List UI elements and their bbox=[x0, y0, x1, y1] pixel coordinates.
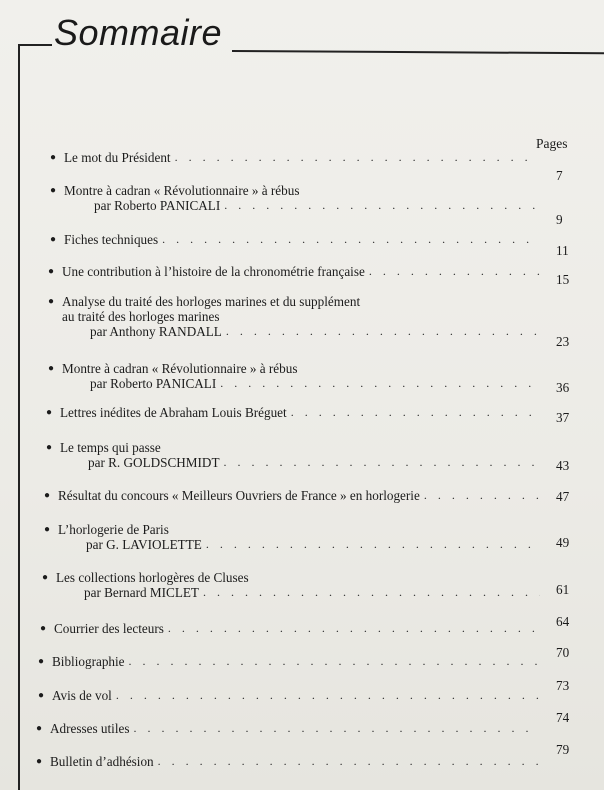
entry-title: Lettres inédites de Abraham Louis Bréguet bbox=[60, 405, 287, 420]
toc-entry[interactable] bbox=[50, 150, 542, 165]
entry-title: Avis de vol bbox=[52, 688, 112, 703]
entry-title: Bibliographie bbox=[52, 654, 125, 669]
toc-entry[interactable] bbox=[48, 361, 544, 391]
leader-dots bbox=[203, 585, 540, 600]
leader-dots bbox=[224, 455, 540, 470]
entry-title: Le mot du Président bbox=[64, 150, 171, 165]
entry-title: Montre à cadran « Révolutionnaire » à rébus bbox=[64, 183, 300, 198]
entry-page-number: 23 bbox=[556, 334, 570, 349]
entry-page-number: 70 bbox=[556, 645, 570, 660]
leader-dots bbox=[220, 376, 540, 391]
frame-top-rule-right bbox=[232, 50, 604, 54]
toc-entry[interactable] bbox=[38, 688, 544, 703]
toc-entry[interactable] bbox=[48, 264, 544, 279]
bullet-icon: ● bbox=[50, 185, 57, 196]
bullet-icon: ● bbox=[44, 524, 51, 535]
leader-dots bbox=[175, 150, 538, 165]
frame-top-rule-left bbox=[18, 44, 52, 46]
entry-page-number: 15 bbox=[556, 272, 570, 287]
leader-dots bbox=[224, 198, 538, 213]
leader-dots bbox=[168, 621, 540, 636]
entry-title: Les collections horlogères de Cluses bbox=[56, 570, 249, 585]
entry-page-number: 36 bbox=[556, 380, 570, 395]
bullet-icon: ● bbox=[38, 690, 45, 701]
entry-page-number: 64 bbox=[556, 614, 570, 629]
entry-page-number: 73 bbox=[556, 678, 570, 693]
entry-page-number: 49 bbox=[556, 535, 570, 550]
entry-page-number: 11 bbox=[556, 243, 569, 258]
entry-title: Une contribution à l’histoire de la chronométrie française bbox=[62, 264, 365, 279]
entry-title-cont: au traité des horloges marines bbox=[62, 309, 220, 324]
entry-title: Courrier des lecteurs bbox=[54, 621, 164, 636]
entry-author: par Bernard MICLET bbox=[84, 585, 199, 600]
toc-entry[interactable] bbox=[42, 570, 544, 600]
bullet-icon: ● bbox=[48, 363, 55, 374]
bullet-icon: ● bbox=[40, 623, 47, 634]
toc-entry[interactable] bbox=[36, 721, 544, 736]
bullet-icon: ● bbox=[38, 656, 45, 667]
entry-title: Fiches techniques bbox=[64, 232, 159, 247]
leader-dots bbox=[162, 232, 538, 247]
entry-page-number: 47 bbox=[556, 489, 570, 504]
bullet-icon: ● bbox=[46, 442, 53, 453]
toc-entry[interactable] bbox=[46, 440, 544, 470]
entry-page-number: 74 bbox=[556, 710, 570, 725]
entry-title: Le temps qui passe bbox=[60, 440, 161, 455]
leader-dots bbox=[116, 688, 540, 703]
leader-dots bbox=[158, 754, 540, 769]
toc-entry[interactable] bbox=[44, 488, 544, 503]
toc-entry[interactable] bbox=[50, 232, 542, 247]
toc-entry[interactable] bbox=[36, 754, 544, 769]
bullet-icon: ● bbox=[36, 756, 43, 767]
leader-dots bbox=[129, 654, 540, 669]
bullet-icon: ● bbox=[48, 266, 55, 277]
entry-title: Résultat du concours « Meilleurs Ouvriers de France » en horlogerie bbox=[58, 488, 420, 503]
entry-author: par R. GOLDSCHMIDT bbox=[88, 455, 220, 470]
entry-page-number: 9 bbox=[556, 212, 563, 227]
entry-author: par Roberto PANICALI bbox=[94, 198, 221, 213]
leader-dots bbox=[226, 324, 540, 339]
bullet-icon: ● bbox=[42, 572, 49, 583]
toc-entry[interactable] bbox=[48, 294, 544, 339]
toc-entry[interactable] bbox=[44, 522, 544, 552]
entry-author: par G. LAVIOLETTE bbox=[86, 537, 202, 552]
entry-author: par Anthony RANDALL bbox=[90, 324, 222, 339]
bullet-icon: ● bbox=[36, 723, 43, 734]
toc-entry[interactable] bbox=[50, 183, 542, 213]
entry-author: par Roberto PANICALI bbox=[90, 376, 217, 391]
page-title: Sommaire bbox=[54, 12, 223, 53]
entry-title: L’horlogerie de Paris bbox=[58, 522, 169, 537]
toc-entry[interactable] bbox=[40, 621, 544, 636]
leader-dots bbox=[133, 721, 540, 736]
entry-title: Montre à cadran « Révolutionnaire » à rébus bbox=[62, 361, 298, 376]
pages-column-header: Pages bbox=[536, 136, 568, 151]
bullet-icon: ● bbox=[44, 490, 51, 501]
entry-page-number: 37 bbox=[556, 410, 570, 425]
leader-dots bbox=[424, 488, 540, 503]
bullet-icon: ● bbox=[48, 296, 55, 307]
leader-dots bbox=[291, 405, 540, 420]
leader-dots bbox=[369, 264, 540, 279]
entry-title: Adresses utiles bbox=[50, 721, 130, 736]
leader-dots bbox=[206, 537, 540, 552]
entry-title: Bulletin d’adhésion bbox=[50, 754, 154, 769]
entry-page-number: 7 bbox=[556, 168, 563, 183]
toc-entry[interactable] bbox=[46, 405, 544, 420]
bullet-icon: ● bbox=[50, 234, 57, 245]
entry-page-number: 43 bbox=[556, 458, 570, 473]
entry-page-number: 79 bbox=[556, 742, 570, 757]
entry-title: Analyse du traité des horloges marines et du supplément bbox=[62, 294, 361, 309]
bullet-icon: ● bbox=[50, 152, 57, 163]
entry-page-number: 61 bbox=[556, 582, 570, 597]
frame-left-rule bbox=[18, 44, 20, 790]
toc-entry[interactable] bbox=[38, 654, 544, 669]
bullet-icon: ● bbox=[46, 407, 53, 418]
